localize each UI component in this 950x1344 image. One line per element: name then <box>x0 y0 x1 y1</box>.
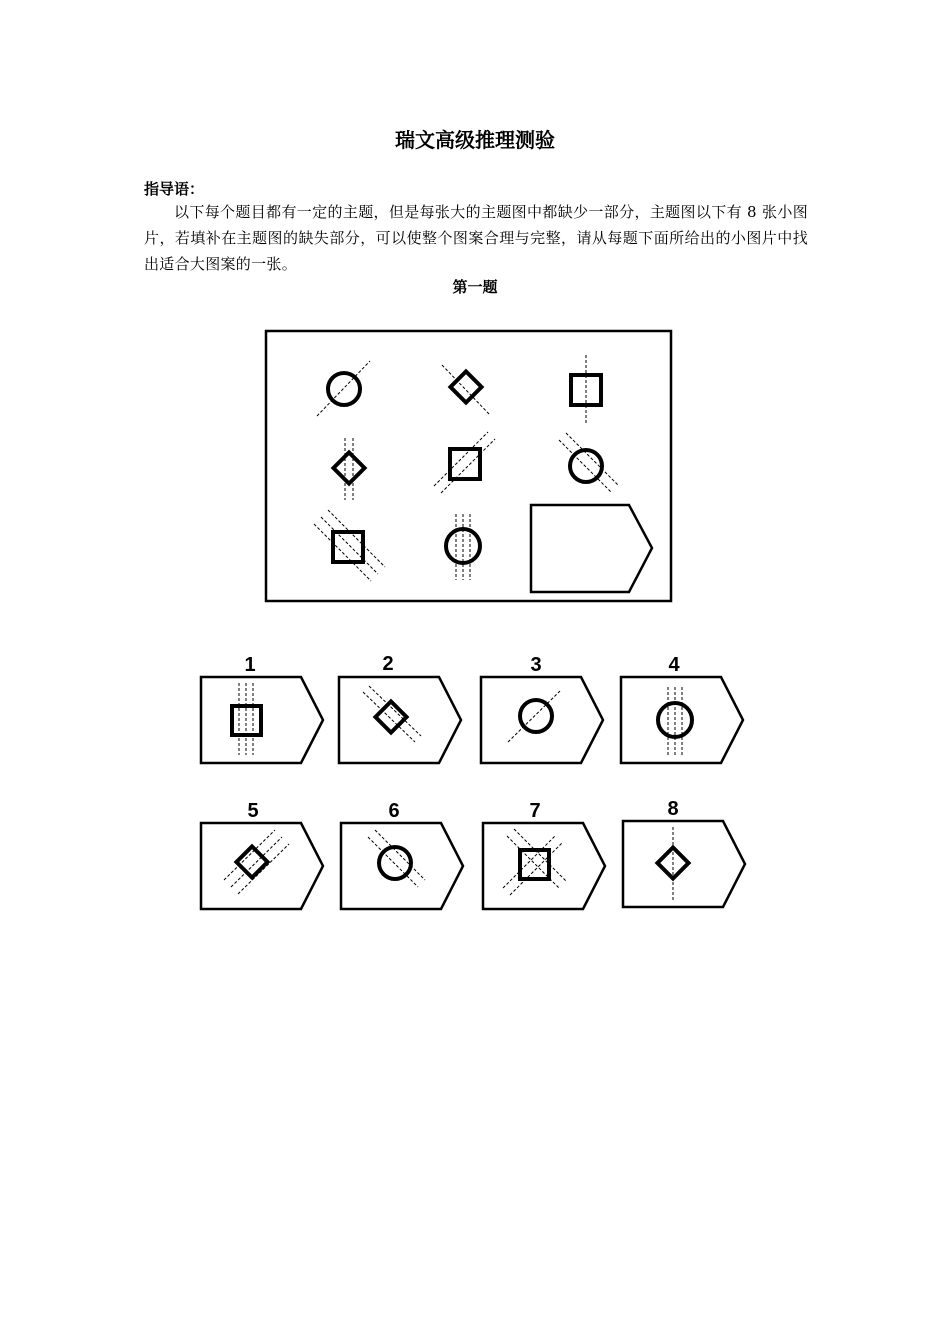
option-4[interactable] <box>621 654 743 763</box>
option-7[interactable] <box>483 800 605 909</box>
option-4-label: 4 <box>668 654 680 676</box>
document-title: 瑞文高级推理测验 <box>395 128 555 152</box>
option-8[interactable] <box>623 798 745 907</box>
cell-r1c2 <box>442 365 490 415</box>
option-3-label: 3 <box>530 654 542 676</box>
question-title: 第一题 <box>452 278 498 296</box>
option-3[interactable] <box>481 654 603 763</box>
option-2[interactable] <box>339 653 461 763</box>
cell-r3c2 <box>446 514 480 580</box>
cell-r2c2 <box>434 432 495 493</box>
option-8-label: 8 <box>667 798 679 820</box>
cell-r2c1 <box>333 438 364 500</box>
option-6[interactable] <box>341 800 463 909</box>
option-5[interactable] <box>201 800 323 909</box>
option-6-label: 6 <box>388 800 400 822</box>
cell-r3c1 <box>314 510 385 581</box>
cell-r1c1 <box>317 361 370 416</box>
option-7-label: 7 <box>529 800 541 822</box>
option-5-label: 5 <box>247 800 259 822</box>
main-matrix <box>266 331 671 601</box>
cell-r2c3 <box>559 433 618 492</box>
option-2-label: 2 <box>382 653 394 675</box>
options <box>201 653 745 909</box>
option-1-label: 1 <box>244 654 256 676</box>
guide-label: 指导语： <box>144 180 205 198</box>
option-1[interactable] <box>201 654 323 763</box>
guide-paragraph: 以下每个题目都有一定的主题，但是每张大的主题图中都缺少一部分，主题图以下有 8 张小图片，若填补在主题图的缺失部分，可以使整个图案合理与完整，请从每题下面所给出的小图片中找出适合大图案的一张。 <box>144 203 808 273</box>
cell-r1c3 <box>571 355 601 424</box>
missing-piece-slot <box>531 505 652 592</box>
